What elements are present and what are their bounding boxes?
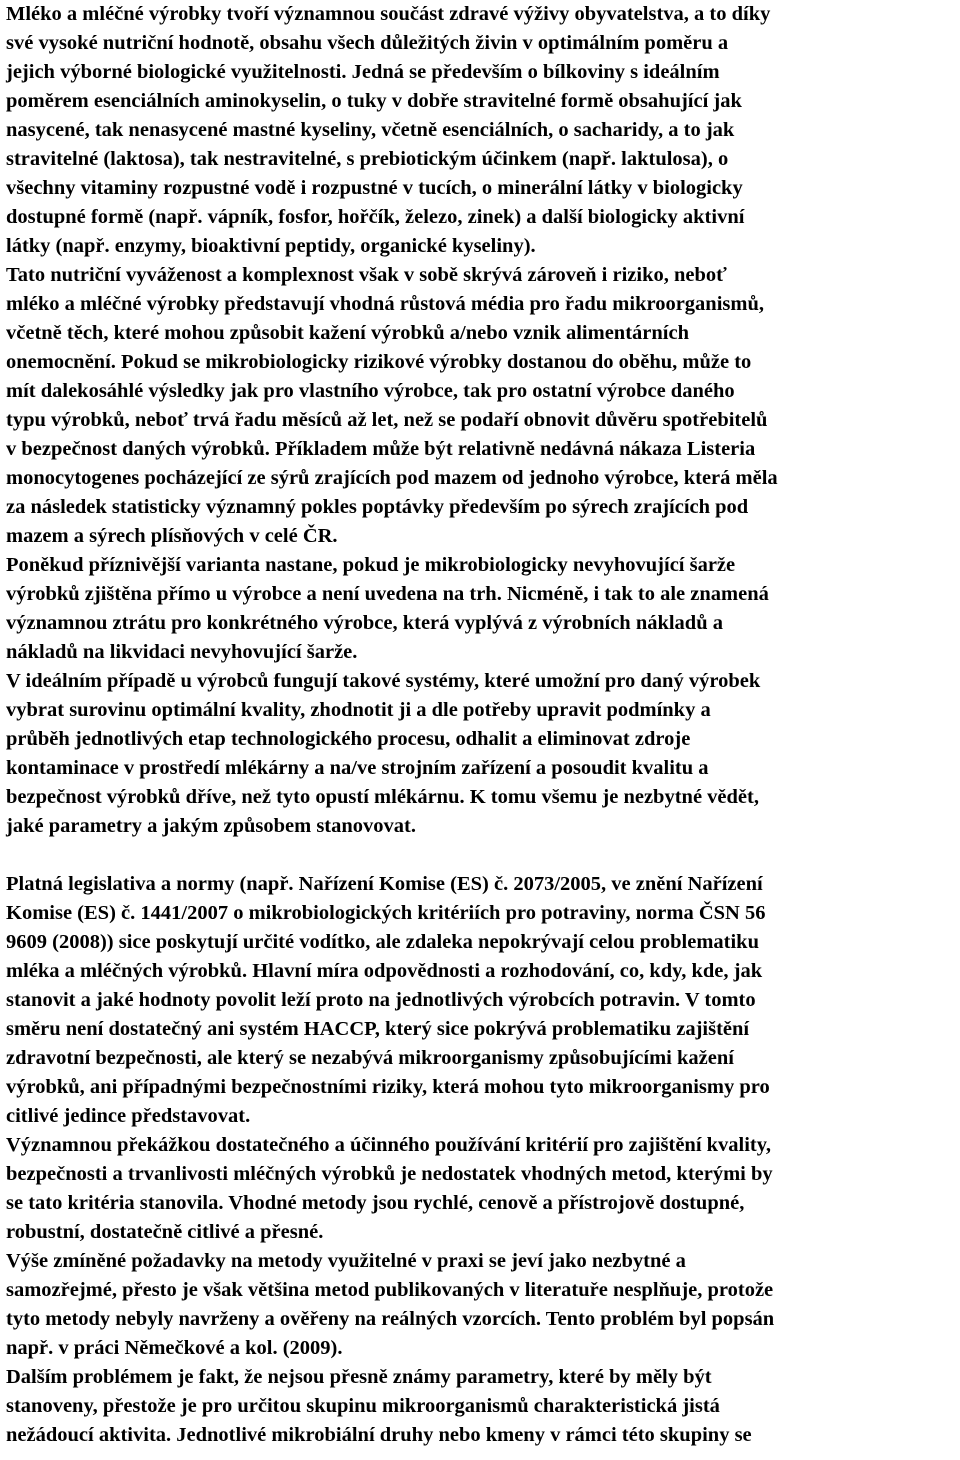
text-line: výrobků zjištěna přímo u výrobce a není uvedena na trh. Nicméně, i tak to ale znamená xyxy=(6,583,769,605)
text-line: včetně těch, které mohou způsobit kažení výrobků a/nebo vznik alimentárních xyxy=(6,322,689,344)
text-line: nasycené, tak nenasycené mastné kyseliny, včetně esenciálních, o sacharidy, a to jak xyxy=(6,119,735,141)
text-line: citlivé jedince představovat. xyxy=(6,1105,251,1127)
text-line: bezpečnosti a trvanlivosti mléčných výrobků je nedostatek vhodných metod, kterými by xyxy=(6,1163,773,1185)
paragraph-6 xyxy=(6,1131,960,1247)
paragraph-4 xyxy=(6,667,960,841)
text-line: všechny vitaminy rozpustné vodě i rozpustné v tucích, o minerální látky v biologicky xyxy=(6,177,743,199)
text-line: nežádoucí aktivita. Jednotlivé mikrobiální druhy nebo kmeny v rámci této skupiny se xyxy=(6,1424,752,1446)
text-line: kontaminace v prostředí mlékárny a na/ve strojním zařízení a posoudit kvalitu a xyxy=(6,757,709,779)
text-line: výrobků, ani případnými bezpečnostními riziky, která mohou tyto mikroorganismy pro xyxy=(6,1076,770,1098)
text-line: tyto metody nebyly navrženy a ověřeny na reálných vzorcích. Tento problém byl popsán xyxy=(6,1308,775,1330)
text-line: nákladů na likvidaci nevyhovující šarže. xyxy=(6,641,358,663)
paragraph-8 xyxy=(6,1363,960,1450)
text-line: mazem a sýrech plísňových v celé ČR. xyxy=(6,525,338,547)
text-line: bezpečnost výrobků dříve, než tyto opustí mlékárnu. K tomu všemu je nezbytné vědět, xyxy=(6,786,759,808)
text-line: významnou ztrátu pro konkrétného výrobce, která vyplývá z výrobních nákladů a xyxy=(6,612,723,634)
text-line: Dalším problémem je fakt, že nejsou přesně známy parametry, které by měly být xyxy=(6,1366,712,1388)
paragraph-3 xyxy=(6,551,960,667)
text-line: typu výrobků, neboť trvá řadu měsíců až let, než se podaří obnovit důvěru spotřebitelů xyxy=(6,409,768,431)
text-line: Poněkud příznivější varianta nastane, pokud je mikrobiologicky nevyhovující šarže xyxy=(6,554,736,576)
text-line: Komise (ES) č. 1441/2007 o mikrobiologických kritériích pro potraviny, norma ČSN 56 xyxy=(6,902,766,924)
paragraph-gap xyxy=(6,841,960,870)
text-line: se tato kritéria stanovila. Vhodné metody jsou rychlé, cenově a přístrojově dostupné, xyxy=(6,1192,745,1214)
text-line: onemocnění. Pokud se mikrobiologicky rizikové výrobky dostanou do oběhu, může to xyxy=(6,351,752,373)
text-line: za následek statisticky významný pokles poptávky především po sýrech zrajících pod xyxy=(6,496,749,518)
text-line: stanoveny, přestože je pro určitou skupinu mikroorganismů charakteristická jistá xyxy=(6,1395,720,1417)
text-line: stravitelné (laktosa), tak nestravitelné, s prebiotickým účinkem (např. laktulosa), o xyxy=(6,148,729,170)
paragraph-1 xyxy=(6,0,960,261)
text-line: v bezpečnost daných výrobků. Příkladem může být relativně nedávná nákaza Listeria xyxy=(6,438,756,460)
text-line: samozřejmé, přesto je však většina metod publikovaných v literatuře nesplňuje, protože xyxy=(6,1279,774,1301)
text-line: své vysoké nutriční hodnotě, obsahu všech důležitých živin v optimálním poměru a xyxy=(6,32,729,54)
text-line: průběh jednotlivých etap technologického procesu, odhalit a eliminovat zdroje xyxy=(6,728,691,750)
text-line: jaké parametry a jakým způsobem stanovovat. xyxy=(6,815,416,837)
text-line: mléko a mléčné výrobky představují vhodná růstová média pro řadu mikroorganismů, xyxy=(6,293,764,315)
text-line: Mléko a mléčné výrobky tvoří významnou součást zdravé výživy obyvatelstva, a to díky xyxy=(6,3,771,25)
text-line: Významnou překážkou dostatečného a účinného používání kritérií pro zajištění kvality, xyxy=(6,1134,772,1156)
text-line: dostupné formě (např. vápník, fosfor, hořčík, železo, zinek) a další biologicky aktivní xyxy=(6,206,745,228)
text-line: mít dalekosáhlé výsledky jak pro vlastního výrobce, tak pro ostatní výrobce daného xyxy=(6,380,735,402)
text-line: látky (např. enzymy, bioaktivní peptidy, organické kyseliny). xyxy=(6,235,536,257)
text-line: vybrat surovinu optimální kvality, zhodnotit ji a dle potřeby upravit podmínky a xyxy=(6,699,711,721)
text-line: stanovit a jaké hodnoty povolit leží proto na jednotlivých výrobcích potravin. V tomto xyxy=(6,989,756,1011)
text-line: 9609 (2008)) sice poskytují určité vodítko, ale zdaleka nepokrývají celou problematiku xyxy=(6,931,759,953)
text-line: např. v práci Němečkové a kol. (2009). xyxy=(6,1337,343,1359)
paragraph-7 xyxy=(6,1247,960,1363)
text-line: jejich výborné biologické využitelnosti. Jedná se především o bílkoviny s ideálním xyxy=(6,61,720,83)
text-line: robustní, dostatečně citlivé a přesné. xyxy=(6,1221,324,1243)
text-line: Výše zmíněné požadavky na metody využitelné v praxi se jeví jako nezbytné a xyxy=(6,1250,686,1272)
text-line: Platná legislativa a normy (např. Nařízení Komise (ES) č. 2073/2005, ve znění Nařízení xyxy=(6,873,763,895)
text-line: poměrem esenciálních aminokyselin, o tuky v dobře stravitelné formě obsahující jak xyxy=(6,90,742,112)
text-line: směru není dostatečný ani systém HACCP, který sice pokrývá problematiku zajištění xyxy=(6,1018,750,1040)
paragraph-5 xyxy=(6,870,960,1131)
paragraph-2 xyxy=(6,261,960,551)
text-line: zdravotní bezpečnosti, ale který se nezabývá mikroorganismy způsobujícími kažení xyxy=(6,1047,734,1069)
text-line: V ideálním případě u výrobců fungují takové systémy, které umožní pro daný výrobek xyxy=(6,670,761,692)
text-line: mléka a mléčných výrobků. Hlavní míra odpovědnosti a rozhodování, co, kdy, kde, jak xyxy=(6,960,763,982)
text-line: Tato nutriční vyváženost a komplexnost však v sobě skrývá zároveň i riziko, neboť xyxy=(6,264,727,286)
text-line: monocytogenes pocházející ze sýrů zrajících pod mazem od jednoho výrobce, která měla xyxy=(6,467,778,489)
